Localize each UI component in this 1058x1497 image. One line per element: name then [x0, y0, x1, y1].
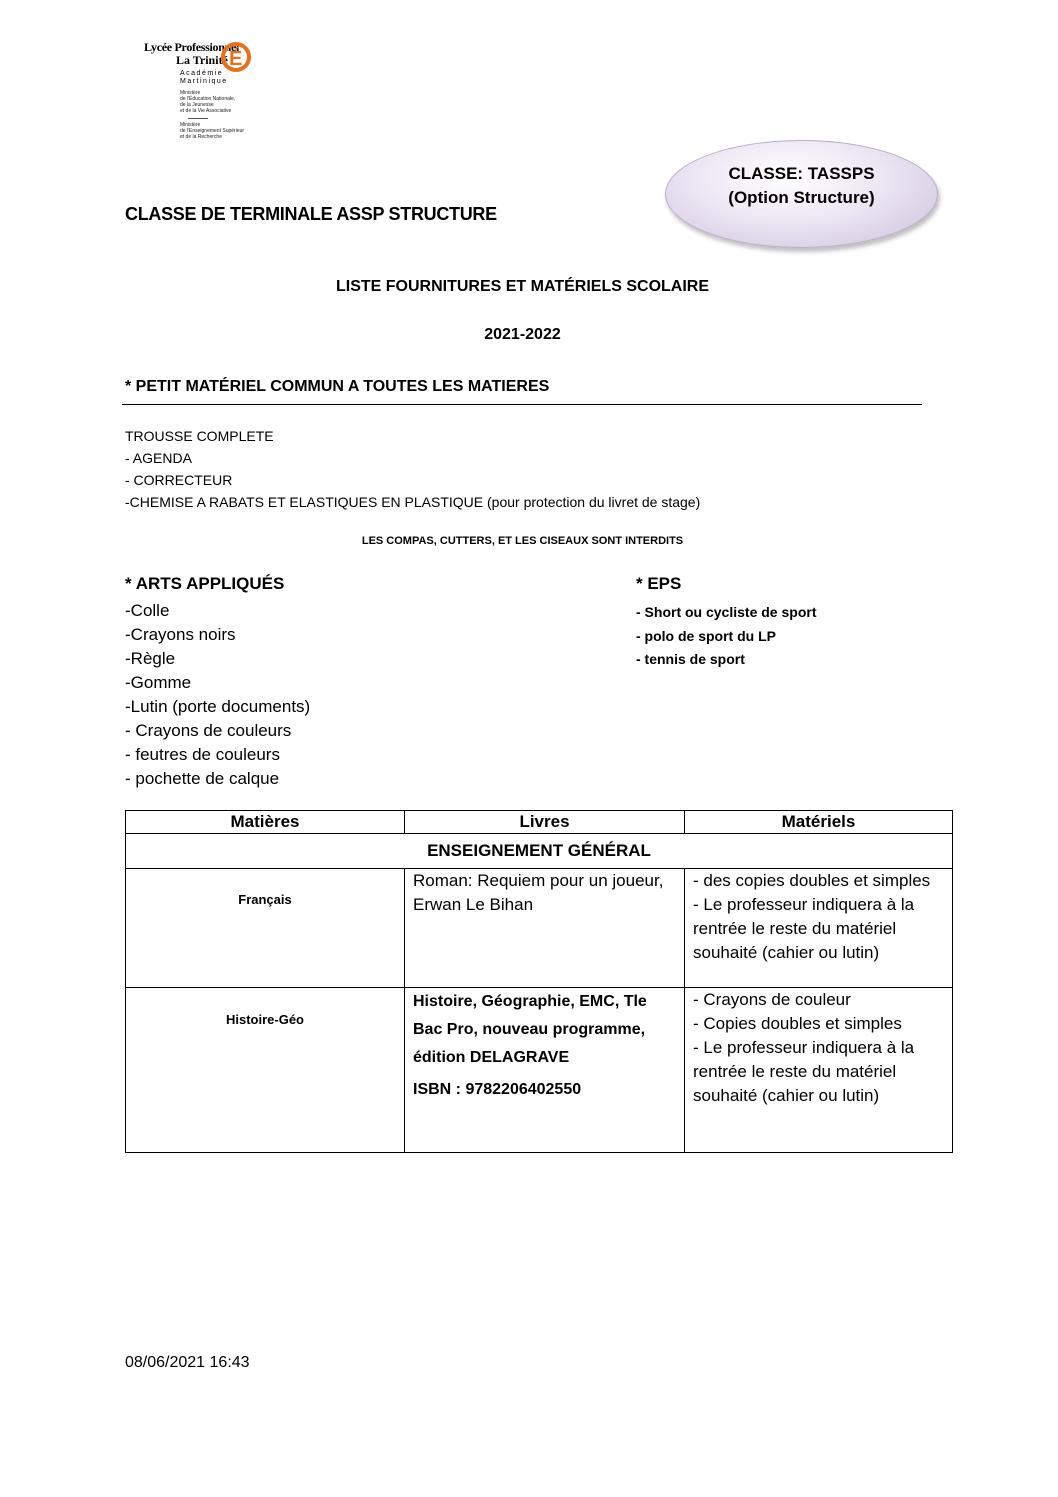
list-item: - AGENDA [125, 450, 192, 466]
list-item: - polo de sport du LP [636, 627, 776, 644]
common-heading: * PETIT MATÉRIEL COMMUN A TOUTES LES MATIERES [125, 378, 550, 395]
eps-heading: * EPS [636, 574, 682, 593]
subject-cell: Histoire-Géo [126, 988, 405, 1153]
table-header-row [126, 811, 953, 834]
svg-text:É: É [229, 48, 243, 70]
list-item: -Crayons noirs [125, 625, 236, 644]
document-title: CLASSE DE TERMINALE ASSP STRUCTURE [125, 204, 497, 224]
class-badge [665, 140, 938, 248]
list-item: -Colle [125, 601, 170, 620]
common-list [125, 425, 700, 513]
table-row [126, 869, 953, 988]
arts-heading: * ARTS APPLIQUÉS [125, 574, 285, 593]
class-badge-line2: (Option Structure) [728, 188, 875, 207]
arts-list [125, 599, 310, 791]
list-item: TROUSSE COMPLETE [125, 428, 274, 444]
list-item: - CORRECTEUR [125, 472, 233, 488]
list-item: - Crayons de couleurs [125, 721, 292, 740]
logo-divider [188, 118, 208, 119]
list-item: - Short ou cycliste de sport [636, 604, 817, 620]
school-logo [140, 38, 260, 148]
isbn: ISBN : 9782206402550 [413, 1081, 582, 1098]
column-header: Matières [126, 811, 405, 834]
logo-line1: Lycée Professionnel [144, 40, 240, 54]
list-item: - pochette de calque [125, 769, 280, 788]
logo-e-icon [218, 38, 252, 72]
table-row [126, 988, 953, 1153]
list-item: -Gomme [125, 673, 192, 692]
list-item: -CHEMISE A RABATS ET ELASTIQUES EN PLASTIQUE (pour protection du livret de stage) [125, 494, 701, 510]
footer-date: 08/06/2021 16:43 [125, 1354, 250, 1371]
logo-ministry2: Ministère de l'Enseignement Supérieur et de la Recherche [180, 122, 245, 140]
book-cell: Roman: Requiem pour un joueur, Erwan Le Bihan [405, 869, 685, 988]
class-badge-line1: CLASSE: TASSPS [728, 164, 875, 183]
table-band-row [126, 834, 953, 869]
list-title: LISTE FOURNITURES ET MATÉRIELS SCOLAIRE [335, 278, 710, 295]
list-item: - feutres de couleurs [125, 745, 280, 764]
band-label: ENSEIGNEMENT GÉNÉRAL [126, 834, 953, 869]
list-item: -Lutin (porte documents) [125, 697, 311, 716]
column-header: Livres [405, 811, 685, 834]
subject-cell: Français [126, 869, 405, 988]
list-item: -Règle [125, 649, 176, 668]
forbidden-notice: LES COMPAS, CUTTERS, ET LES CISEAUX SONT INTERDITS [361, 535, 684, 547]
divider [122, 404, 922, 405]
logo-academie: Académie Martinique [180, 70, 228, 85]
materials-cell: - Crayons de couleur - Copies doubles et simples - Le professeur indiquera à la rentrée le reste du matériel souhaité (cahier ou lutin) [685, 988, 953, 1153]
eps-list [636, 601, 816, 672]
logo-ministry1: Ministère de l'Éducation Nationale, de la Jeunesse et de la Vie Associative [180, 90, 236, 114]
school-year: 2021-2022 [484, 326, 561, 343]
list-item: - tennis de sport [636, 651, 745, 667]
logo-line2: La Trinité [176, 53, 228, 67]
supplies-table [125, 810, 953, 1153]
book-cell: Histoire, Géographie, EMC, Tle Bac Pro, nouveau programme, édition DELAGRAVE ISBN : 9782206402550 [405, 988, 685, 1153]
column-header: Matériels [685, 811, 953, 834]
materials-cell: - des copies doubles et simples - Le professeur indiquera à la rentrée le reste du matériel souhaité (cahier ou lutin) [685, 869, 953, 988]
